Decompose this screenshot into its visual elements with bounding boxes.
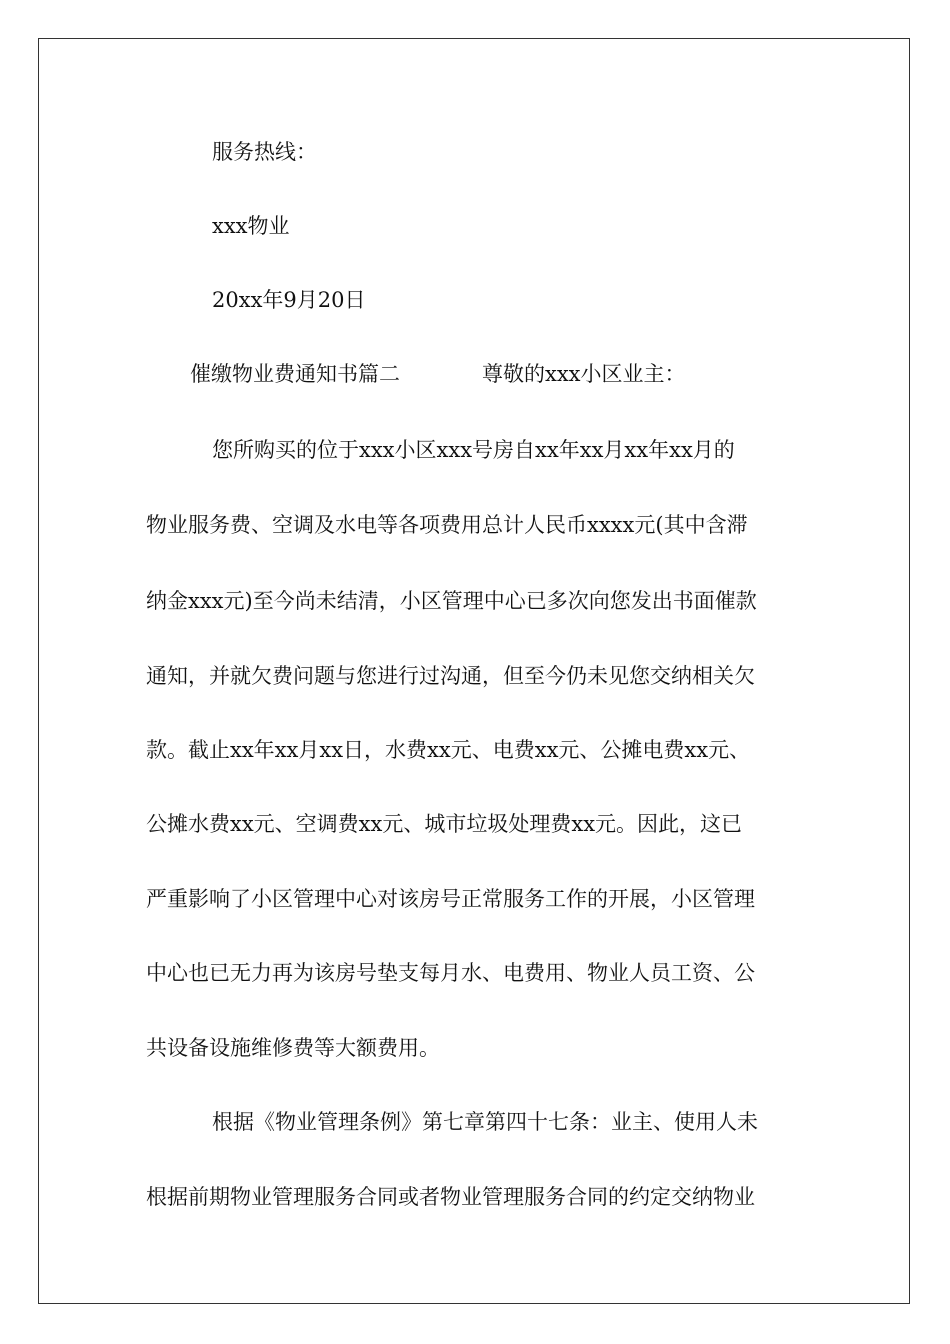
- paragraph-1-line: 共设备设施维修费等大额费用。: [146, 1036, 440, 1060]
- paragraph-1-line: 物业服务费、空调及水电等各项费用总计人民币xxxx元(其中含滞: [146, 513, 748, 537]
- paragraph-1-line: 严重影响了小区管理中心对该房号正常服务工作的开展，小区管理: [146, 887, 755, 911]
- paragraph-1-line: 公摊水费xx元、空调费xx元、城市垃圾处理费xx元。因此，这已: [146, 812, 743, 836]
- paragraph-2-line: 根据《物业管理条例》第七章第四十七条：业主、使用人未: [212, 1110, 758, 1134]
- notice-title: 催缴物业费通知书篇二: [190, 362, 400, 386]
- paragraph-1-line: 通知，并就欠费问题与您进行过沟通，但至今仍未见您交纳相关欠: [146, 664, 755, 688]
- date-line: 20xx年9月20日: [212, 288, 366, 312]
- company-line: xxx物业: [212, 214, 290, 238]
- paragraph-1-line: 您所购买的位于xxx小区xxx号房自xx年xx月xx年xx月的: [212, 438, 735, 462]
- paragraph-1-line: 纳金xxx元)至今尚未结清，小区管理中心已多次向您发出书面催款: [146, 589, 757, 613]
- paragraph-1-line: 款。截止xx年xx月xx日，水费xx元、电费xx元、公摊电费xx元、: [146, 738, 751, 762]
- notice-salutation: 尊敬的xxx小区业主：: [482, 362, 686, 386]
- hotline-line: 服务热线：: [212, 140, 317, 164]
- paragraph-1-line: 中心也已无力再为该房号垫支每月水、电费用、物业人员工资、公: [146, 961, 755, 985]
- paragraph-2-line: 根据前期物业管理服务合同或者物业管理服务合同的约定交纳物业: [146, 1185, 755, 1209]
